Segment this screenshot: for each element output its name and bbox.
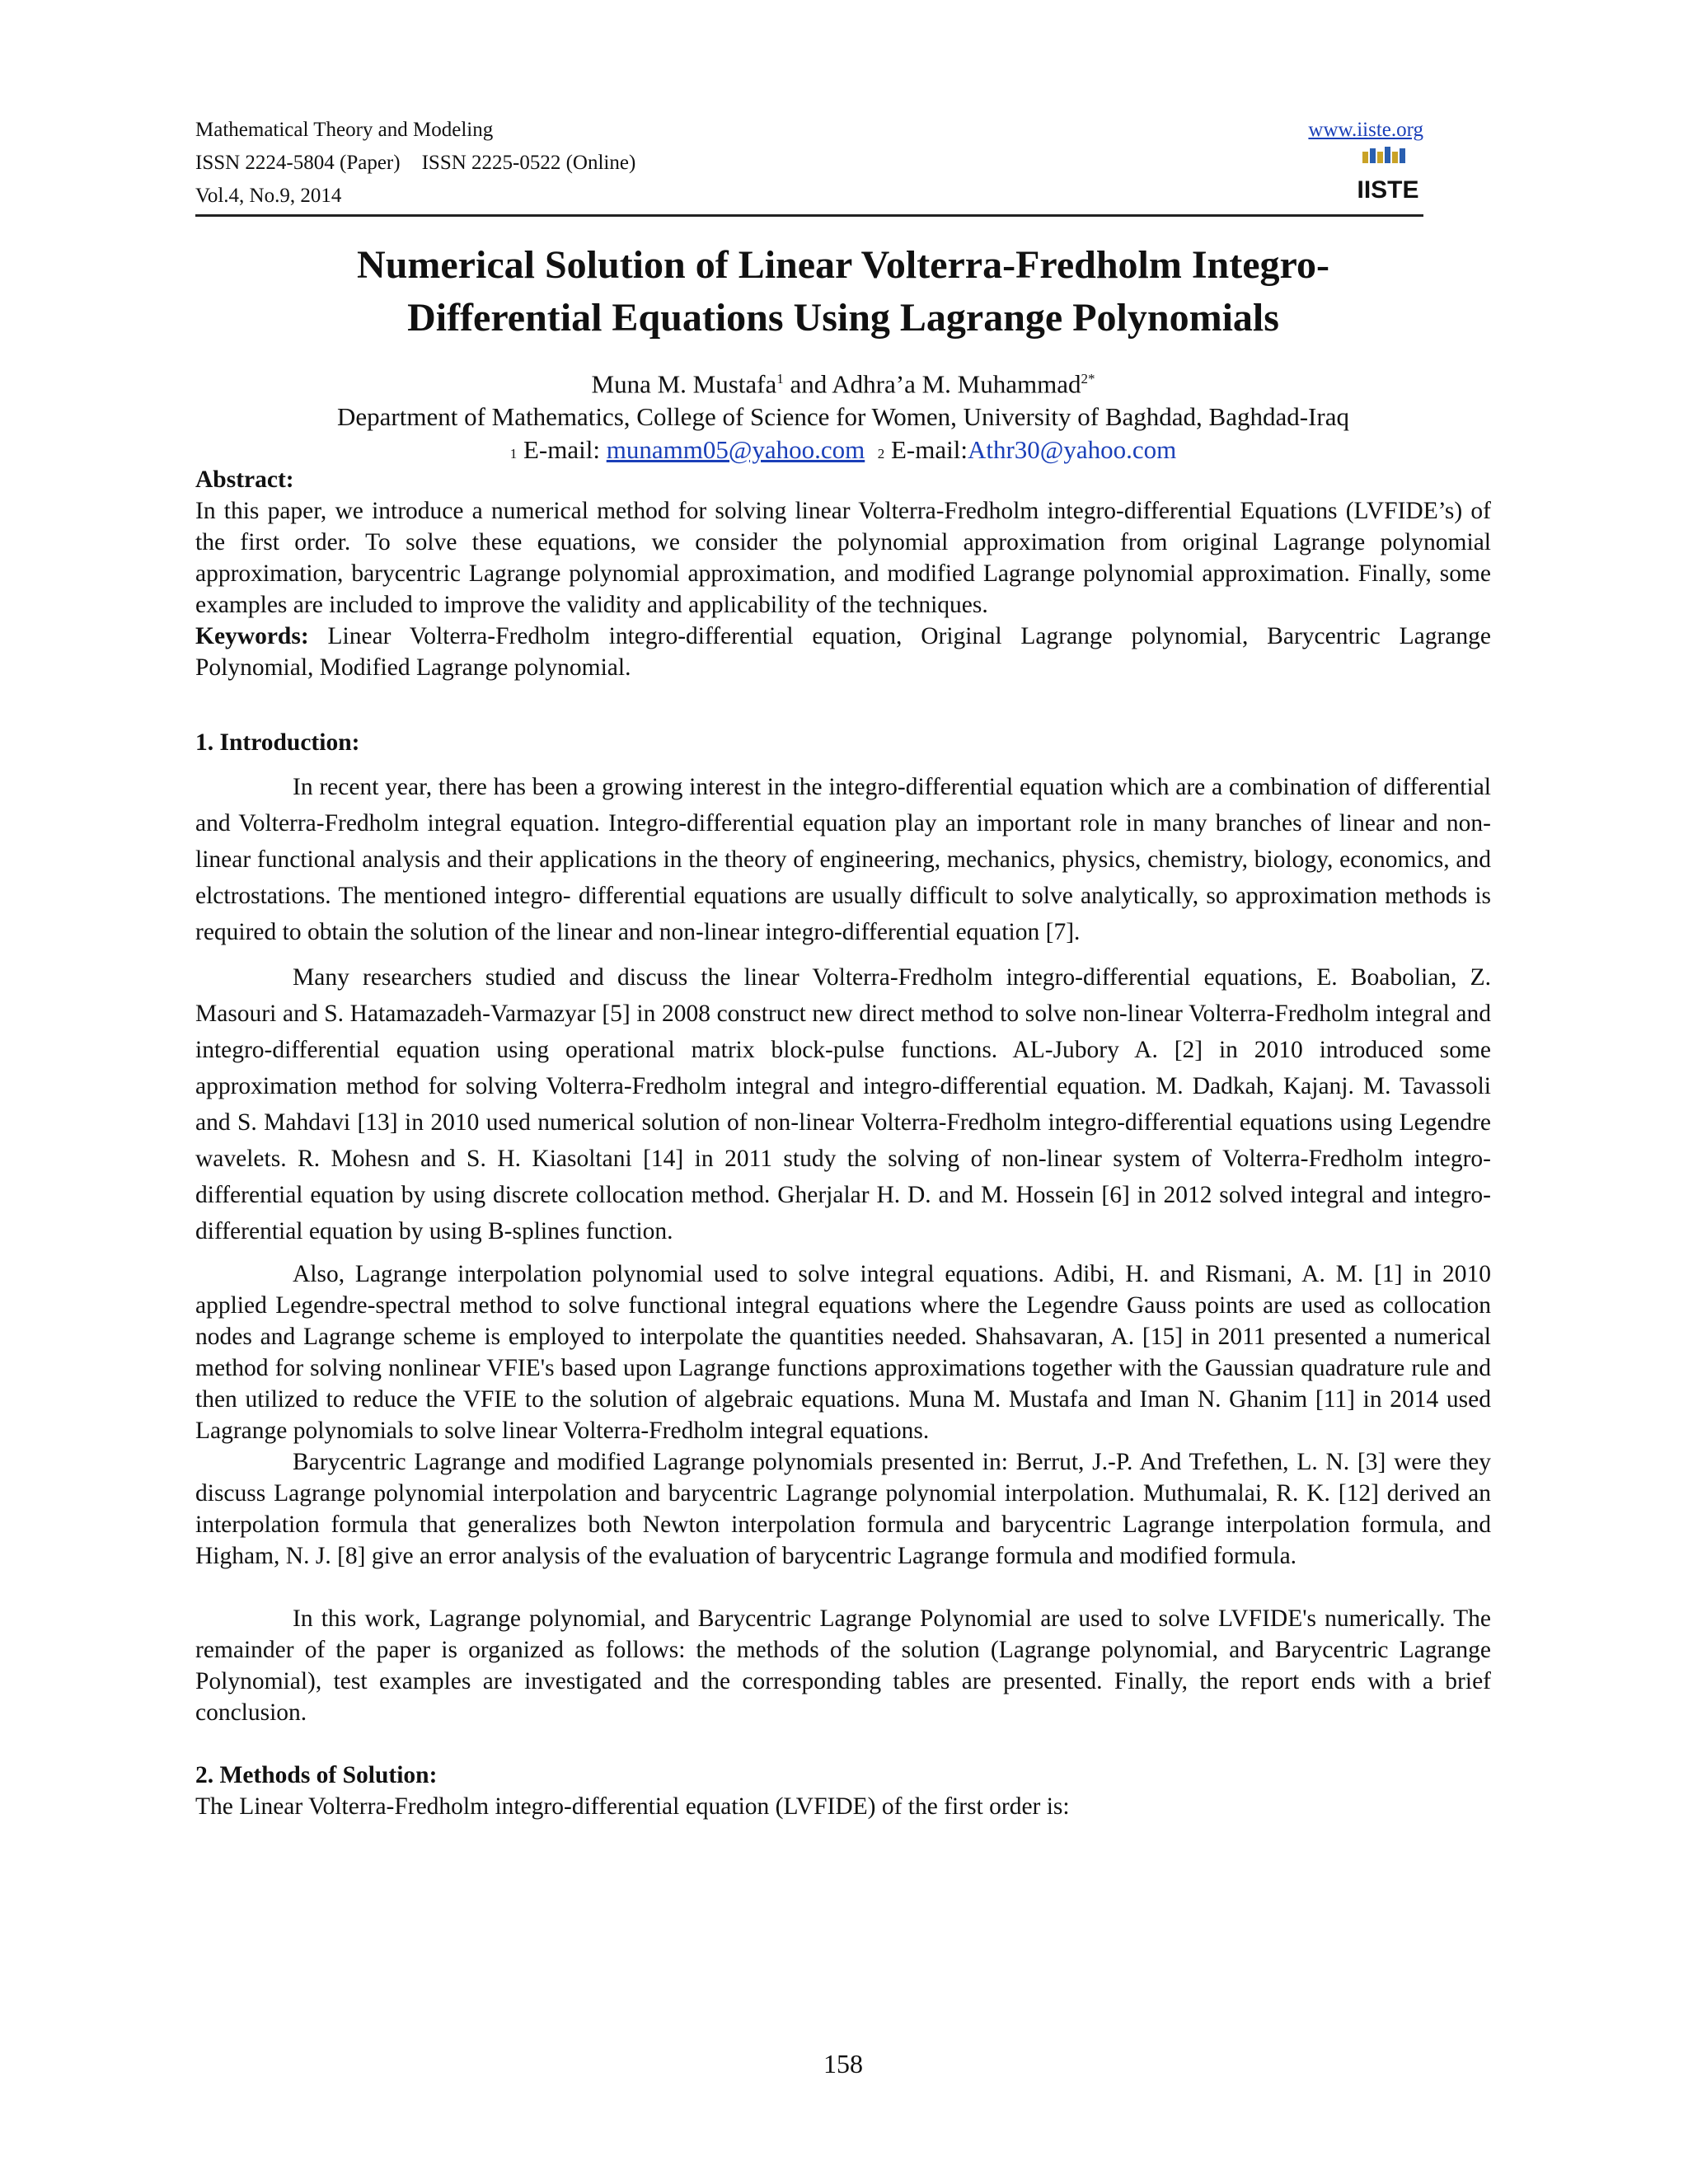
email-link-2[interactable]: Athr30@yahoo.com <box>967 435 1177 465</box>
issn-paper: ISSN 2224-5804 (Paper) <box>195 152 401 174</box>
paper-body <box>195 464 1491 1822</box>
intro-paragraph-5: In this work, Lagrange polynomial, and Barycentric Lagrange Polynomial are used to solve LVFIDE's numerically. The remainder of the paper is organized as follows: the methods of the solution (Lagrange polynomial, and Barycentric Lagrange Polynomial), test examples are investigated and the corresponding tables are presented. Finally, the report ends with a brief conclusion. <box>195 1605 1491 1726</box>
email-label-1: E-mail: <box>517 435 607 465</box>
intro-paragraph-4: Barycentric Lagrange and modified Lagrange polynomials presented in: Berrut, J.-P. And Trefethen, L. N. [3] were they discuss Lagrange polynomial interpolation and barycentric Lagrange polynomial interpolation. Muthumalai, R. K. [12] derived an interpolation formula that generalizes both Newton interpolation formula and barycentric Lagrange interpolation formula, and Higham, N. J. [8] give an error analysis of the evaluation of barycentric Lagrange formula and modified formula. <box>195 1449 1491 1569</box>
introduction-continued <box>195 1258 1491 1822</box>
volume-info: Vol.4, No.9, 2014 <box>195 185 342 207</box>
issn-online: ISSN 2225-0522 (Online) <box>421 152 636 174</box>
author-line <box>195 363 1491 401</box>
intro-paragraph-2: Many researchers studied and discuss the linear Volterra-Fredholm integro-differential equations, E. Boabolian, Z. Masouri and S. Hatamazadeh-Varmazyar [5] in 2008 construct new direct method to solve non-linear Volterra-Fredholm integral and integro-differential equation using operational matrix block-pulse functions. AL-Jubory A. [2] in 2010 introduced some approximation method for solving Volterra-Fredholm integral and integro-differential equation. M. Dadkah, Kajanj. M. Tavassoli and S. Mahdavi [13] in 2010 used numerical solution of non-linear Volterra-Fredholm integro-differential equations using Legendre wavelets. R. Mohesn and S. H. Kiasoltani [14] in 2011 study the solving of non-linear system of Volterra-Fredholm integro-differential equation by using discrete collocation method. Gherjalar H. D. and M. Hossein [6] in 2012 solved integral and integro-differential equation by using B-splines function. <box>195 964 1491 1244</box>
email-label-2: E-mail: <box>884 435 968 465</box>
author-1: Muna M. Mustafa <box>591 369 777 399</box>
author-2-sup: 2* <box>1081 371 1095 387</box>
section-2-heading: 2. Methods of Solution: <box>195 1762 438 1788</box>
iiste-logo-icon <box>1357 147 1419 204</box>
title-line-2: Differential Equations Using Lagrange Polynomials <box>407 296 1279 340</box>
email-link-1[interactable]: munamm05@yahoo.com <box>606 435 865 465</box>
keywords-paragraph <box>195 621 1491 683</box>
email-index-2: 2 <box>877 446 885 462</box>
introduction-section <box>195 724 1491 1258</box>
email-index-1: 1 <box>509 446 518 462</box>
website-link[interactable]: www.iiste.org <box>1308 119 1423 141</box>
abstract-section <box>195 464 1491 683</box>
header-divider <box>195 214 1423 217</box>
logo-text: IISTE <box>1357 176 1419 204</box>
abstract-text: In this paper, we introduce a numerical method for solving linear Volterra-Fredholm integro-differential Equations (LVFIDE’s) of the first order. To solve these equations, we consider the polynomial approximation from original Lagrange polynomial approximation, barycentric Lagrange polynomial approximation, and modified Lagrange polynomial approximation. Finally, some examples are included to improve the validity and applicability of the techniques. <box>195 498 1491 618</box>
issn-line <box>195 147 1423 180</box>
page-number: 158 <box>823 2049 863 2079</box>
title-line-1: Numerical Solution of Linear Volterra-Fredholm Integro- <box>357 243 1329 287</box>
intro-paragraph-1: In recent year, there has been a growing interest in the integro-differential equation which are a combination of differential and Volterra-Fredholm integral equation. Integro-differential equation play an important role in many branches of linear and non-linear functional analysis and their applications in the theory of engineering, mechanics, physics, chemistry, biology, economics, and elctrostations. The mentioned integro- differential equations are usually difficult to solve analytically, so approximation methods is required to obtain the solution of the linear and non-linear integro-differential equation [7]. <box>195 774 1491 945</box>
page-header <box>195 114 1423 213</box>
keywords-label: Keywords: <box>195 623 309 649</box>
section-1-heading: 1. Introduction: <box>195 729 360 756</box>
journal-name: Mathematical Theory and Modeling <box>195 119 494 141</box>
author-1-sup: 1 <box>776 371 784 387</box>
intro-paragraph-3: Also, Lagrange interpolation polynomial used to solve integral equations. Adibi, H. and Rismani, A. M. [1] in 2010 applied Legendre-spectral method to solve functional integral equations where the Legendre Gauss points are used as collocation nodes and Lagrange scheme is employed to interpolate the quantities needed. Shahsavaran, A. [15] in 2011 presented a numerical method for solving nonlinear VFIE's based upon Lagrange functions approximations together with the Gaussian quadrature rule and then utilized to reduce the VFIE to the solution of algebraic equations. Muna M. Mustafa and Iman N. Ghanim [11] in 2014 used Lagrange polynomials to solve linear Volterra-Fredholm integral equations. <box>195 1261 1491 1444</box>
paper-title <box>195 239 1491 344</box>
methods-paragraph-1: The Linear Volterra-Fredholm integro-differential equation (LVFIDE) of the first order is: <box>195 1793 1070 1820</box>
author-block <box>195 363 1491 471</box>
author-2: and Adhra’a M. Muhammad <box>783 369 1081 399</box>
abstract-heading: Abstract: <box>195 466 294 493</box>
keywords-text: Linear Volterra-Fredholm integro-differential equation, Original Lagrange polynomial, Barycentric Lagrange Polynomial, Modified Lagrange polynomial. <box>195 623 1491 681</box>
affiliation: Department of Mathematics, College of Science for Women, University of Baghdad, Baghdad-Iraq <box>337 402 1349 432</box>
